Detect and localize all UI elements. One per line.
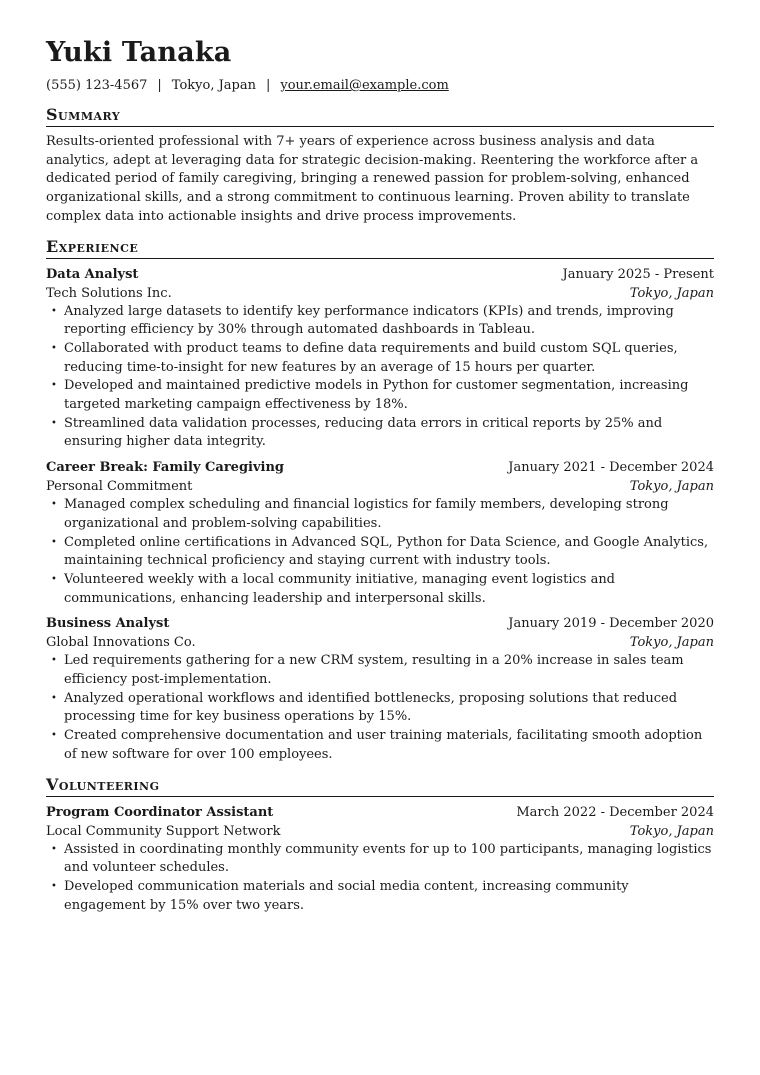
bullet-list [46, 652, 714, 764]
bullet-list [46, 841, 714, 916]
candidate-name: Yuki Tanaka [46, 37, 232, 68]
bullet-list [46, 496, 714, 608]
bullet-item: • Collaborated with product teams to define data requirements and build custom SQL queries, reducing time-to-insight for new features by an average of 15 hours per quarter. [51, 340, 678, 375]
bullet-item: • Assisted in coordinating monthly community events for up to 100 participants, managing logistics and volunteer schedules. [51, 841, 712, 876]
entry-dates: March 2022 - December 2024 [516, 804, 714, 820]
entry-role: Career Break: Family Caregiving [46, 460, 285, 476]
contact-separator: | [157, 78, 162, 93]
entry-location: Tokyo, Japan [629, 823, 714, 839]
bullet-icon: • [51, 573, 57, 585]
bullet-item: • Volunteered weekly with a local community initiative, managing event logistics and communications, enhancing leadership and interpersonal skills. [51, 571, 616, 606]
entry-dates: January 2019 - December 2020 [508, 616, 714, 632]
summary-text: Results-oriented professional with 7+ years of experience across business analysis and data analytics, adept at leveraging data for strategic decision-making. Reentering the workforce after a dedicated period of family caregiving, bringing a renewed passion for problem-solving, enhanced organizational skills, and a strong commitment to continuous learning. Proven ability to translate complex data into actionable insights and drive process improvements. [46, 134, 699, 224]
experience-entry [46, 458, 714, 608]
volunteering-entry [46, 803, 714, 916]
entry-organization: Global Innovations Co. [46, 635, 196, 651]
bullet-item: • Developed and maintained predictive models in Python for customer segmentation, increasing targeted marketing campaign effectiveness by 18%. [51, 378, 689, 413]
email-link[interactable]: your.email@example.com [280, 78, 449, 93]
bullet-item: • Managed complex scheduling and financial logistics for family members, developing strong organizational and problem-solving capabilities. [51, 497, 669, 531]
entry-role: Business Analyst [46, 616, 170, 632]
bullet-icon: • [51, 499, 57, 511]
bullet-icon: • [51, 417, 57, 429]
bullet-icon: • [51, 730, 57, 742]
bullet-item: • Analyzed large datasets to identify key performance indicators (KPIs) and trends, improving reporting efficiency by 30% through automated dashboards in Tableau. [51, 303, 674, 338]
entry-organization: Tech Solutions Inc. [46, 285, 172, 301]
bullet-item: • Analyzed operational workflows and identified bottlenecks, proposing solutions that reduced processing time for key business operations by 15%. [51, 690, 678, 725]
entry-location: Tokyo, Japan [629, 479, 714, 495]
bullet-icon: • [51, 342, 57, 354]
resume-page [46, 36, 714, 915]
bullet-icon: • [51, 655, 57, 667]
contact-separator: | [266, 78, 271, 93]
experience-entry [46, 265, 714, 453]
phone-number: (555) 123-4567 [46, 78, 148, 93]
bullet-list [46, 303, 714, 453]
section-title-experience: Experience [46, 237, 714, 259]
location: Tokyo, Japan [171, 78, 256, 93]
entry-dates: January 2025 - Present [562, 266, 714, 282]
contact-line [46, 77, 714, 95]
section-title-summary: Summary [46, 105, 714, 127]
experience-entry [46, 614, 714, 764]
bullet-icon: • [51, 305, 57, 317]
bullet-icon: • [51, 692, 57, 704]
entry-organization: Local Community Support Network [46, 823, 281, 839]
entry-organization: Personal Commitment [46, 479, 193, 495]
entry-role: Program Coordinator Assistant [46, 804, 274, 820]
entry-location: Tokyo, Japan [629, 285, 714, 301]
bullet-item: • Completed online certifications in Advanced SQL, Python for Data Science, and Google Analytics, maintaining technical proficiency and staying current with industry tools. [51, 534, 709, 569]
entry-dates: January 2021 - December 2024 [508, 460, 714, 476]
bullet-item: • Developed communication materials and social media content, increasing community engagement by 15% over two years. [51, 878, 629, 913]
bullet-icon: • [51, 536, 57, 548]
entry-role: Data Analyst [46, 266, 139, 282]
bullet-icon: • [51, 380, 57, 392]
bullet-icon: • [51, 880, 57, 892]
entry-location: Tokyo, Japan [629, 635, 714, 651]
section-title-volunteering: Volunteering [46, 775, 714, 797]
bullet-item: • Led requirements gathering for a new CRM system, resulting in a 20% increase in sales team efficiency post-implementation. [51, 653, 684, 688]
bullet-item: • Created comprehensive documentation and user training materials, facilitating smooth adoption of new software for over 100 employees. [51, 728, 703, 762]
bullet-icon: • [51, 843, 57, 855]
bullet-item: • Streamlined data validation processes, reducing data errors in critical reports by 25% and ensuring higher data integrity. [51, 415, 663, 450]
